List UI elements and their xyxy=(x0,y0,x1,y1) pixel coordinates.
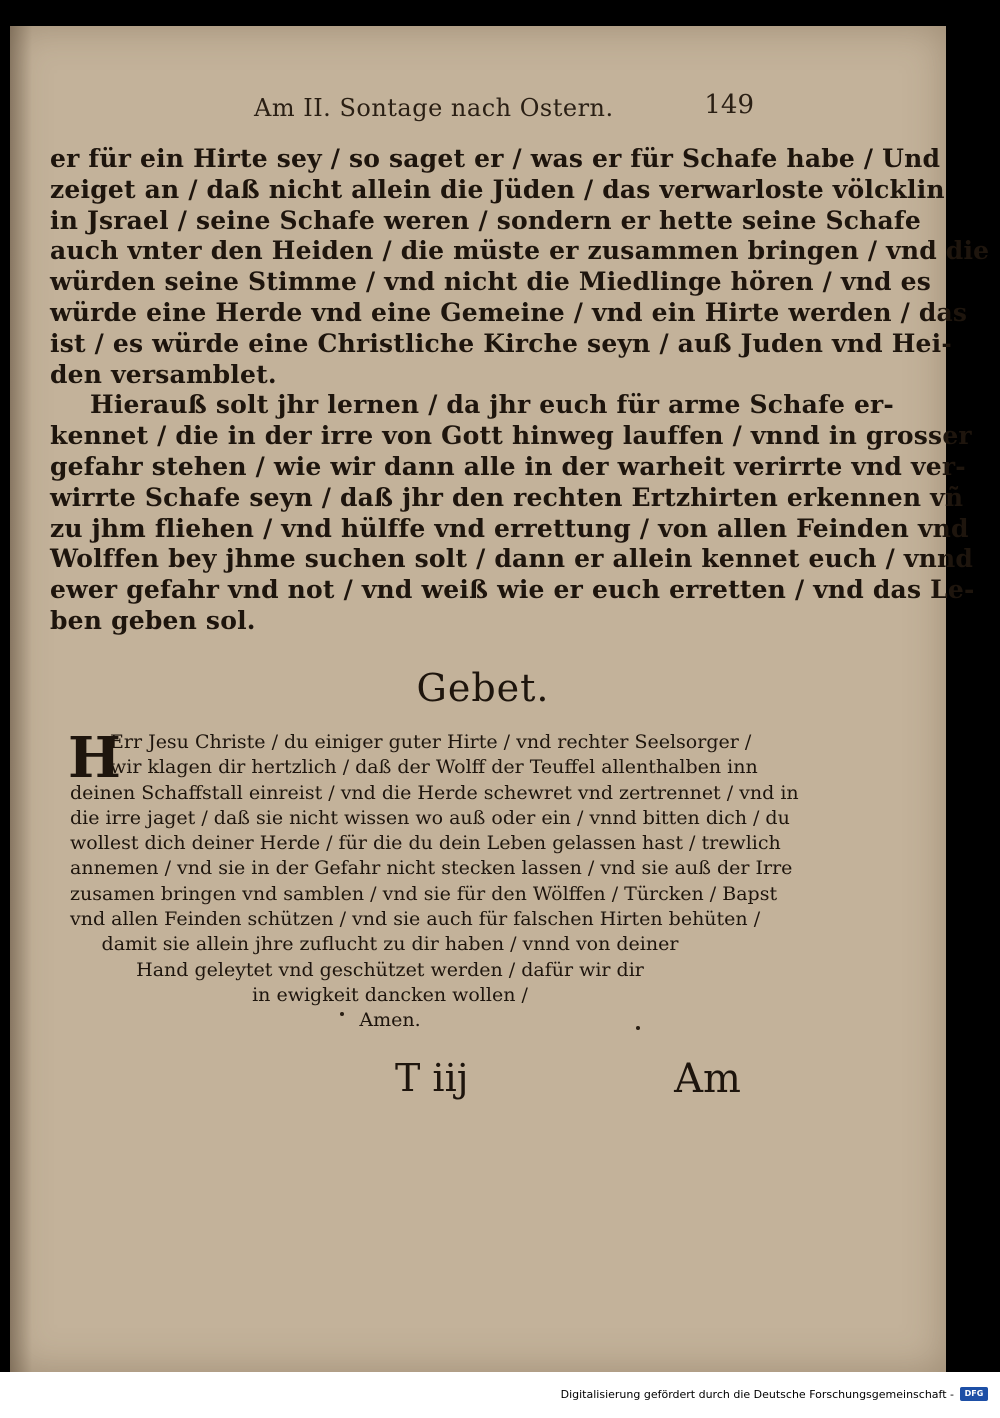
main-text xyxy=(50,144,990,637)
prayer-line: annemen / vnd sie in der Gefahr nicht stecken lassen / vnd sie auß der Irre xyxy=(70,857,793,880)
prayer-line: wir klagen dir hertzlich / daß der Wolff der Teuffel allenthalben inn xyxy=(110,756,758,779)
prayer-line: Hand geleytet vnd geschützet werden / dafür wir dir xyxy=(136,958,644,981)
catchword: Am xyxy=(674,1056,741,1102)
text-line: den versamblet. xyxy=(50,359,277,389)
footer-bar xyxy=(0,1372,1000,1418)
signature-mark: T iij xyxy=(395,1056,469,1100)
text-line: ewer gefahr vnd not / vnd weiß wie er euch erretten / vnd das Le- xyxy=(50,575,975,605)
prayer-line: damit sie allein jhre zuflucht zu dir haben / vnnd von deiner xyxy=(101,933,679,956)
text-line: wirrte Schafe seyn / daß jhr den rechten Ertzhirten erkennen vñ xyxy=(50,482,964,512)
prayer-line: die irre jaget / daß sie nicht wissen wo auß oder ein / vnnd bitten dich / du xyxy=(70,806,790,829)
running-title: Am II. Sontage nach Ostern. xyxy=(254,94,614,122)
prayer-line: vnd allen Feinden schützen / vnd sie auch für falschen Hirten behüten / xyxy=(70,908,761,931)
ink-speck xyxy=(340,1012,344,1016)
text-line: ben geben sol. xyxy=(50,605,256,635)
funding-credit: Digitalisierung gefördert durch die Deutsche Forschungsgemeinschaft - xyxy=(560,1388,954,1401)
page-number: 149 xyxy=(704,90,754,120)
dfg-logo: DFG xyxy=(960,1387,988,1401)
text-line: kennet / die in der irre von Gott hinweg lauffen / vnnd in grosser xyxy=(50,421,972,451)
prayer-line: zusamen bringen vnd samblen / vnd sie für den Wölffen / Türcken / Bapst xyxy=(70,882,778,905)
text-line: auch vnter den Heiden / die müste er zusammen bringen / vnd die xyxy=(50,236,990,266)
prayer-line: Amen. xyxy=(359,1009,421,1032)
prayer-line: deinen Schaffstall einreist / vnd die Herde schewret vnd zertrennet / vnd in xyxy=(70,781,799,804)
section-heading: Gebet. xyxy=(416,666,550,710)
prayer-line: in ewigkeit dancken wollen / xyxy=(252,983,528,1006)
running-header xyxy=(254,90,754,130)
prayer-line: wollest dich deiner Herde / für die du dein Leben gelassen hast / trewlich xyxy=(70,832,781,855)
text-line: er für ein Hirte sey / so saget er / was er für Schafe habe / Und xyxy=(50,144,941,173)
text-line: gefahr stehen / wie wir dann alle in der warheit verirrte vnd ver- xyxy=(50,451,966,481)
text-line: Hierauß solt jhr lernen / da jhr euch für arme Schafe er- xyxy=(90,390,895,420)
ink-speck xyxy=(636,1026,640,1030)
book-page xyxy=(10,26,990,1372)
drop-capital: H xyxy=(68,725,121,791)
text-line: zu jhm fliehen / vnd hülffe vnd errettung / von allen Feinden vnd xyxy=(50,513,969,543)
text-line: in Jsrael / seine Schafe weren / sondern er hette seine Schafe xyxy=(50,205,921,235)
prayer-text xyxy=(68,725,799,1034)
text-line: zeiget an / daß nicht allein die Jüden / das verwarloste völcklin xyxy=(50,174,945,204)
prayer-line: Err Jesu Christe / du einiger guter Hirte / vnd rechter Seelsorger / xyxy=(110,731,752,753)
text-line: ist / es würde eine Christliche Kirche seyn / auß Juden vnd Hei- xyxy=(50,328,952,358)
text-line: Wolffen bey jhme suchen solt / dann er allein kennet euch / vnnd xyxy=(50,544,974,574)
text-line: würden seine Stimme / vnd nicht die Miedlinge hören / vnd es xyxy=(50,267,931,297)
text-line: würde eine Herde vnd eine Gemeine / vnd ein Hirte werden / das xyxy=(50,297,968,327)
